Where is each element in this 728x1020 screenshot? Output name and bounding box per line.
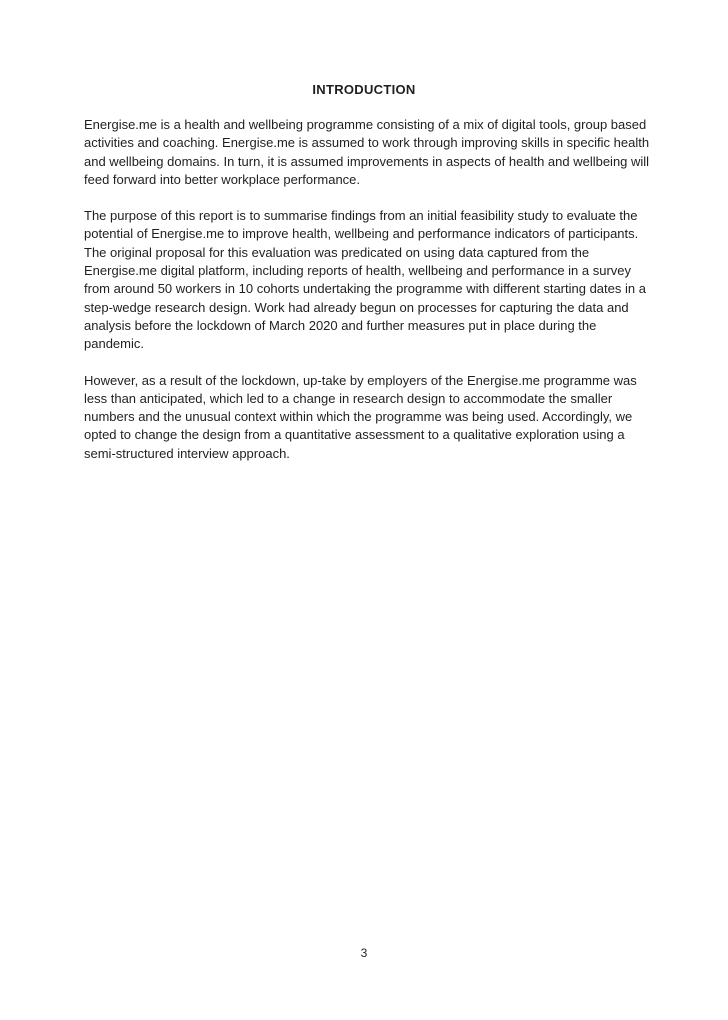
paragraph: Energise.me is a health and wellbeing programme consisting of a mix of digital tools, group based activities and coaching. Energise.me is assumed to work through improving skills in specific health and wellbeing domains. In turn, it is assumed improvements in aspects of health and wellbeing will feed forward into better workplace performance. [84, 117, 650, 187]
paragraph: However, as a result of the lockdown, up-take by employers of the Energise.me programme was less than anticipated, which led to a change in research design to accommodate the smaller numbers and the unusual context within which the programme was being used. Accordingly, we opted to change the design from a quantitative assessment to a qualitative exploration using a semi-structured interview approach. [84, 372, 637, 461]
document-body [84, 116, 650, 481]
paragraph: The purpose of this report is to summarise findings from an initial feasibility study to evaluate the potential of Energise.me to improve health, wellbeing and performance indicators of participants. The original proposal for this evaluation was predicated on using data captured from the Energise.me digital platform, including reports of health, wellbeing and performance in a survey from around 50 workers in 10 cohorts undertaking the programme with different starting dates in a step-wedge research design. Work had already begun on processes for capturing the data and analysis before the lockdown of March 2020 and further measures put in place during the pandemic. [84, 208, 646, 352]
section-heading: INTRODUCTION [312, 82, 416, 97]
page-number: 3 [360, 946, 368, 960]
